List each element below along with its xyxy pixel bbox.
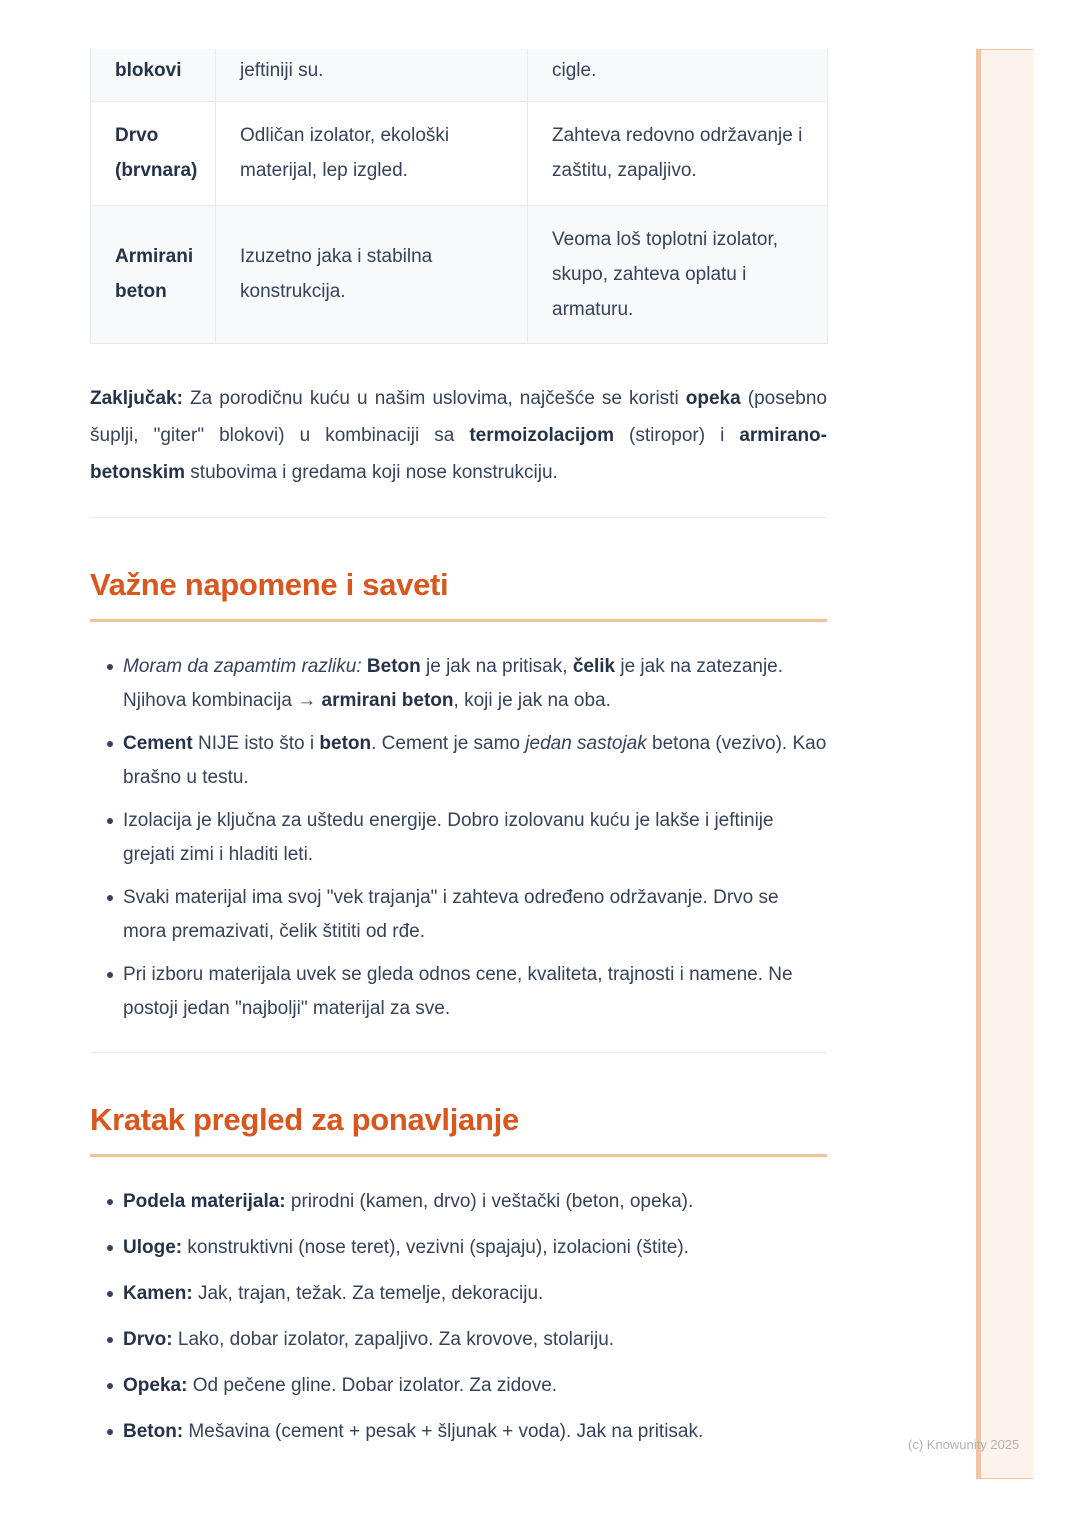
review-list xyxy=(90,1185,827,1449)
section-title-review: Kratak pregled za ponavljanje xyxy=(90,1099,827,1157)
table-row xyxy=(91,205,828,343)
list-item xyxy=(90,1231,827,1265)
bullet-dot-icon xyxy=(107,664,113,670)
section-title-notes: Važne napomene i saveti xyxy=(90,564,827,622)
list-item xyxy=(90,804,827,872)
bullet-dot-icon xyxy=(107,741,113,747)
list-item xyxy=(90,1323,827,1357)
list-item xyxy=(90,650,827,718)
list-item xyxy=(90,1277,827,1311)
bullet-dot-icon xyxy=(107,1383,113,1389)
list-item-text: Beton: Mešavina (cement + pesak + šljunak + voda). Jak na pritisak. xyxy=(123,1420,704,1442)
list-item-text: Cement NIJE isto što i beton. Cement je samo jedan sastojak betona (vezivo). Kao brašno u testu. xyxy=(123,732,827,788)
list-item xyxy=(90,1369,827,1403)
list-item xyxy=(90,881,827,949)
content-area xyxy=(90,0,827,1461)
material-name-cell: blokovi xyxy=(91,49,216,101)
list-item-text: Svaki materijal ima svoj "vek trajanja" i zahteva određeno održavanje. Drvo se mora premazivati, čelik štititi od rđe. xyxy=(123,886,779,942)
material-pros-cell: jeftiniji su. xyxy=(216,49,528,101)
list-item-text: Podela materijala: prirodni (kamen, drvo) i veštački (beton, opeka). xyxy=(123,1190,694,1212)
conclusion-paragraph: Zaključak: Za porodičnu kuću u našim uslovima, najčešće se koristi opeka (posebno šuplji, "giter" blokovi) u kombinaciji sa termoizolacijom (stiropor) i armirano-betonskim stubovima i gredama koji nose konstrukciju. xyxy=(90,387,827,483)
list-item-text: Moram da zapamtim razliku: Beton je jak na pritisak, čelik je jak na zatezanje. Njihova kombinacija → armirani beton, koji je jak na oba. xyxy=(123,655,784,711)
table-row xyxy=(91,49,828,101)
section-divider xyxy=(90,517,827,518)
bullet-dot-icon xyxy=(107,972,113,978)
bullet-dot-icon xyxy=(107,1337,113,1343)
material-cons-cell: cigle. xyxy=(528,49,828,101)
list-item xyxy=(90,1185,827,1219)
side-strip xyxy=(976,49,1033,1479)
bullet-dot-icon xyxy=(107,1291,113,1297)
bullet-dot-icon xyxy=(107,818,113,824)
materials-comparison-table xyxy=(90,49,828,344)
list-item xyxy=(90,727,827,795)
notes-list xyxy=(90,650,827,1026)
material-cons-cell: Zahteva redovno održavanje i zaštitu, zapaljivo. xyxy=(528,101,828,205)
list-item-text: Izolacija je ključna za uštedu energije. Dobro izolovanu kuću je lakše i jeftinije grejati zimi i hladiti leti. xyxy=(123,809,774,865)
list-item xyxy=(90,1415,827,1449)
bullet-dot-icon xyxy=(107,1199,113,1205)
material-pros-cell: Odličan izolator, ekološki materijal, lep izgled. xyxy=(216,101,528,205)
list-item-text: Pri izboru materijala uvek se gleda odnos cene, kvaliteta, trajnosti i namene. Ne postoji jedan "najbolji" materijal za sve. xyxy=(123,963,793,1019)
list-item xyxy=(90,958,827,1026)
bullet-dot-icon xyxy=(107,895,113,901)
bullet-dot-icon xyxy=(107,1429,113,1435)
material-cons-cell: Veoma loš toplotni izolator, skupo, zahteva oplatu i armaturu. xyxy=(528,205,828,343)
list-item-text: Uloge: konstruktivni (nose teret), vezivni (spajaju), izolacioni (štite). xyxy=(123,1236,689,1258)
bullet-dot-icon xyxy=(107,1245,113,1251)
section-divider xyxy=(90,1052,827,1053)
list-item-text: Opeka: Od pečene gline. Dobar izolator. Za zidove. xyxy=(123,1374,558,1396)
list-item-text: Kamen: Jak, trajan, težak. Za temelje, dekoraciju. xyxy=(123,1282,544,1304)
material-name-cell: Drvo (brvnara) xyxy=(91,101,216,205)
material-pros-cell: Izuzetno jaka i stabilna konstrukcija. xyxy=(216,205,528,343)
material-name-cell: Armirani beton xyxy=(91,205,216,343)
list-item-text: Drvo: Lako, dobar izolator, zapaljivo. Za krovove, stolariju. xyxy=(123,1328,615,1350)
copyright-footer: (c) Knowunity 2025 xyxy=(908,1437,1020,1452)
table-row xyxy=(91,101,828,205)
